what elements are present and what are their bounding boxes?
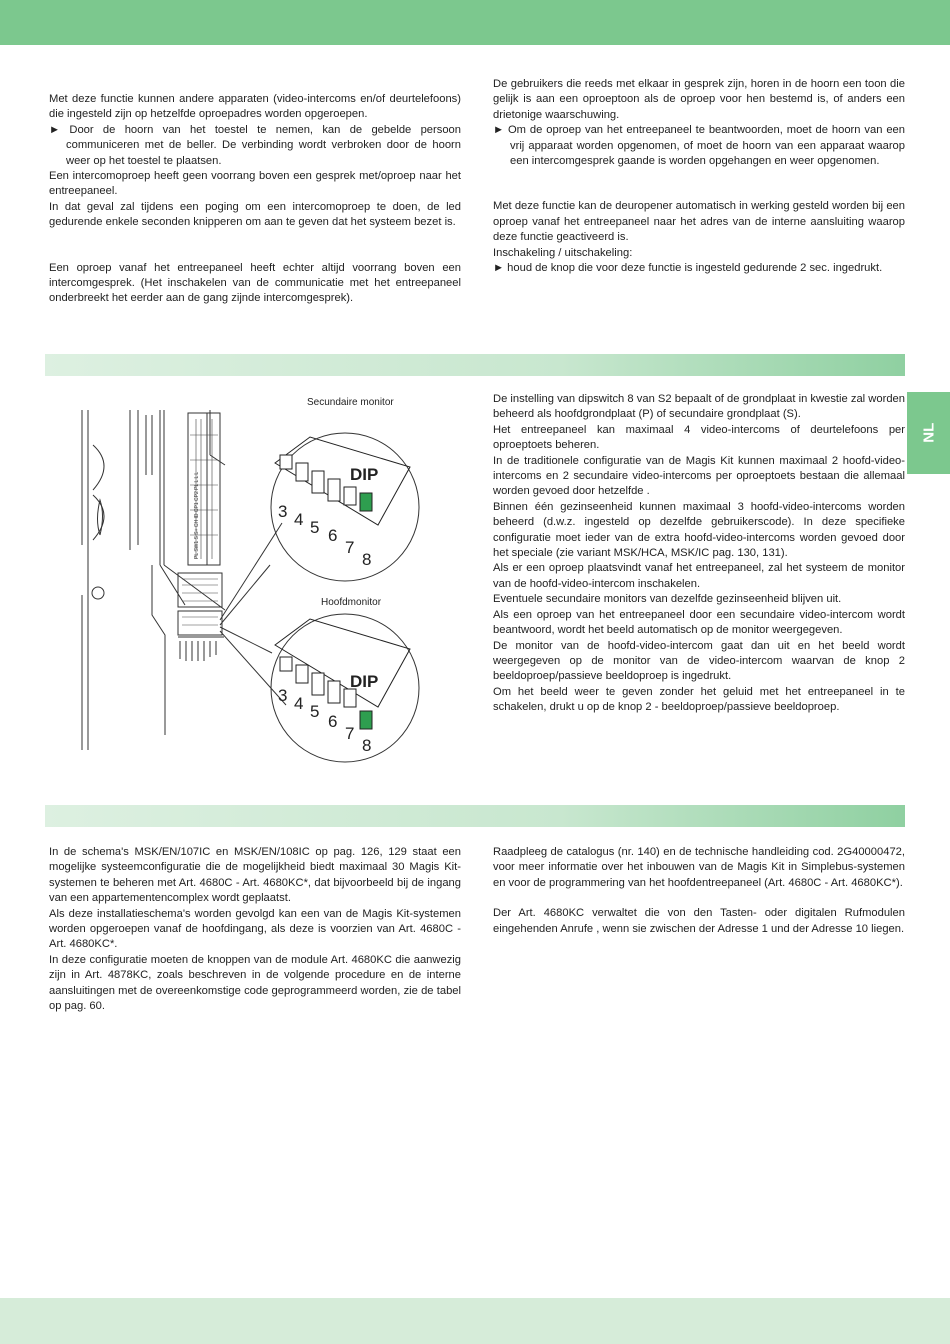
footer-bar: [0, 1298, 950, 1344]
dip-number: 7: [345, 538, 355, 557]
dip-number: 7: [345, 724, 355, 743]
paragraph: De gebruikers die reeds met elkaar in gesprek zijn, horen in de hoorn een toon die gelijk is aan een oproeptoon als de oproep voor hen bestemd is, of anders een drietonige waarschuwing.: [493, 78, 905, 121]
section3-left-column: [49, 845, 461, 1014]
section2-right-column: [493, 392, 905, 716]
dip-number: 6: [328, 712, 338, 731]
svg-text:PL SW1 S S+ CH ID CP1 CP2: PL SW1 S S+ CH ID CP1 CP2 PL L L L: [194, 471, 200, 559]
dip-number: 8: [362, 736, 372, 755]
language-tab: [907, 392, 950, 474]
dip-number: 8: [362, 550, 372, 569]
paragraph: Als een oproep van het entreepaneel door een secundaire video-intercom wordt beantwoord, wordt het beeld automatisch op de monitor weergegeven.: [493, 608, 905, 637]
paragraph: Om het beeld weer te geven zonder het geluid met het entreepaneel in te schakelen, drukt u op de knop 2 - beeldoproep/passieve beeldoproep.: [493, 685, 905, 714]
bullet-paragraph: ► Om de oproep van het entreepaneel te beantwoorden, moet de hoorn van een vrij apparaat worden opgenomen, of moet de hoorn van een apparaat waarop een intercomgesprek gaande is worden opgehangen en weer opgenomen.: [493, 124, 905, 168]
paragraph: Eventuele secundaire monitors van dezelfde gezinseenheid blijven uit.: [493, 593, 842, 606]
paragraph: Als er een oproep plaatsvindt vanaf het entreepaneel, zal het systeem de monitor van de hoofd-video-intercom inschakelen.: [493, 562, 905, 590]
caption-secondary-monitor: Secundaire monitor: [307, 397, 394, 408]
dip-number: 3: [278, 686, 288, 705]
paragraph: Raadpleeg de catalogus (nr. 140) en de technische handleiding cod. 2G40000472, voor meer informatie over het inbouwen van de Magis Kit in Simplebus-systemen en voor de programmering van het hoofdentreepaneel (Art. 4680C - Art. 4680KC*).: [493, 846, 905, 889]
dip-number: 6: [328, 526, 338, 545]
paragraph: Een oproep vanaf het entreepaneel heeft echter altijd voorrang boven een intercomgesprek. (Het inschakelen van de communicatie met het entreepaneel onderbreekt het eerder aan de gang zijnde intercomgesprek).: [49, 261, 461, 305]
section-heading-band-1: [45, 354, 905, 376]
dip-number: 5: [310, 702, 320, 721]
paragraph: De monitor van de hoofd-video-intercom gaat dan uit en het beeld wordt weergegeven op de monitor van de video-intercom waarvan de knop 2 beeldoproep/passieve beeldoproep is ingedrukt.: [493, 639, 905, 683]
paragraph: In de schema's MSK/EN/107IC en MSK/EN/108IC op pag. 126, 129 staat een mogelijke systeemconfiguratie die de mogelijkheid biedt maximaal 30 Magis Kit-systemen te beheren met Art. 4680C - Art. 4680KC*, dat bijvoorbeeld bij de ingang van een appartementencomplex wordt geplaatst.: [49, 846, 461, 905]
paragraph: De instelling van dipswitch 8 van S2 bepaalt of de grondplaat in kwestie zal worden beheerd als hoofdgrondplaat (P) of secundaire grondplaat (S).: [493, 393, 905, 421]
section-heading-band-2: [45, 805, 905, 827]
dip-label: DIP: [350, 465, 379, 484]
dip-number: 5: [310, 518, 320, 537]
dip-number: 3: [278, 502, 288, 521]
dip-number: 4: [294, 694, 304, 713]
paragraph: Als deze installatieschema's worden gevolgd kan een van de Magis Kit-systemen worden opgeroepen vanaf de hoofdingang, als deze is voorzien van Art. 4680C - Art. 4680KC*.: [49, 907, 461, 951]
language-tab-label: NL: [919, 423, 937, 443]
paragraph: Inschakeling / uitschakeling:: [493, 246, 633, 259]
paragraph: Een intercomoproep heeft geen voorrang boven een gesprek met/oproep naar het entreepaneel.: [49, 170, 461, 198]
dip-label: DIP: [350, 672, 379, 691]
bullet-paragraph: ► houd de knop die voor deze functie is ingesteld gedurende 2 sec. ingedrukt.: [493, 262, 883, 275]
paragraph: Met deze functie kan de deuropener automatisch in werking gesteld worden bij een oproep vanaf het entreepaneel naar het adres van de interne aansluiting waarop deze functie geactiveerd is.: [493, 200, 905, 244]
section3-right-column: [493, 845, 905, 937]
dip-number: 4: [294, 510, 304, 529]
section1-right-column: [493, 77, 905, 276]
header-bar: [0, 0, 950, 45]
paragraph: In deze configuratie moeten de knoppen van de module Art. 4680KC die aanwezig zijn in Art. 4878KC, zoals beschreven in de volgende procedure en de interne aansluitingen met de overeenkomstige code geprogrammeerd worden, zie de tabel op pag. 60.: [49, 953, 461, 1013]
paragraph: Der Art. 4680KC verwaltet die von den Tasten- oder digitalen Rufmodulen eingehenden Anrufe , wenn sie zwischen der Adresse 1 und der Adresse 10 liegen.: [493, 907, 905, 935]
paragraph: Het entreepaneel kan maximaal 4 video-intercoms of deurtelefoons per oproeptoets beheren.: [493, 423, 905, 452]
paragraph: Binnen één gezinseenheid kunnen maximaal 3 hoofd-video-intercoms worden beheerd (d.w.z. ingesteld op dezelfde gebruikerscode). In deze specifieke configuratie moet ieder van de extra hoofd-video-intercoms worden gevoed door het speciale (zie variant MSK/HCA, MSK/IC pag. 130, 131).: [493, 500, 905, 560]
caption-main-monitor: Hoofdmonitor: [321, 597, 382, 608]
section1-left-column: [49, 92, 461, 307]
paragraph: In dat geval zal tijdens een poging om een intercomoproep te doen, de led gedurende enkele seconden knipperen om aan te geven dat het systeem bezet is.: [49, 200, 461, 229]
dip-switch-figure: [60, 405, 422, 765]
paragraph: Met deze functie kunnen andere apparaten (video-intercoms en/of deurtelefoons) die ingesteld zijn op hetzelfde oproepadres worden opgeroepen.: [49, 93, 461, 121]
bullet-paragraph: ► Door de hoorn van het toestel te nemen, kan de gebelde persoon communiceren met de beller. De verbinding wordt verbroken door de hoorn weer op het toestel te plaatsen.: [49, 123, 461, 167]
paragraph: In de traditionele configuratie van de Magis Kit kunnen maximaal 2 hoofd-video-intercoms en 2 secundaire video-intercoms per oproeptoets bestaan die allemaal worden gevoed door hetzelfde .: [493, 454, 905, 498]
